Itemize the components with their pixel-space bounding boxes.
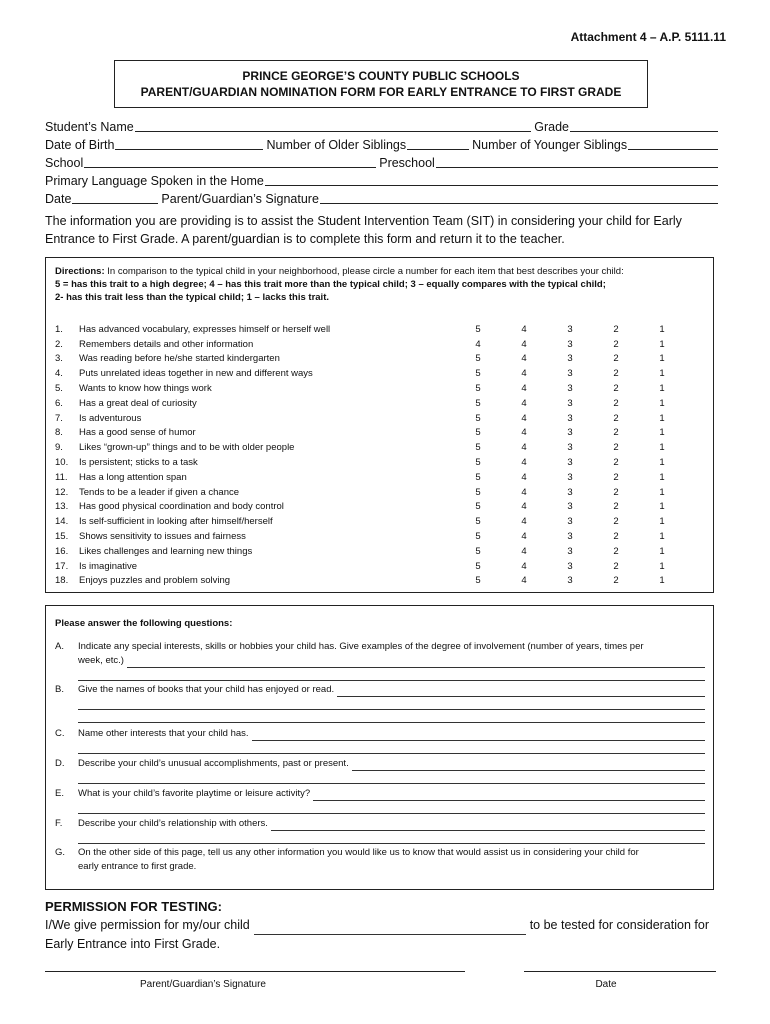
younger-siblings-field[interactable] [628, 138, 718, 150]
answer-line[interactable] [127, 658, 705, 668]
item-number: 10. [55, 457, 69, 469]
score-option[interactable]: 3 [567, 368, 573, 380]
score-option[interactable]: 2 [613, 412, 619, 424]
score-option[interactable]: 2 [613, 501, 619, 513]
rating-item-row [55, 500, 705, 515]
score-option[interactable]: 1 [659, 457, 665, 469]
item-number: 11. [55, 471, 68, 483]
scale-line-2: 2- has this trait less than the typical child; 1 – lacks this trait. [55, 292, 330, 303]
directions [55, 265, 705, 304]
score-option[interactable]: 5 [475, 412, 481, 424]
score-option[interactable]: 5 [475, 501, 481, 513]
question-text: On the other side of this page, tell us any other information you would like us to know that would assist us in considering your child for [78, 847, 639, 858]
score-option[interactable]: 2 [613, 471, 619, 483]
score-option[interactable]: 2 [613, 560, 619, 572]
score-option[interactable]: 5 [475, 457, 481, 469]
rating-section [45, 257, 714, 593]
score-option[interactable]: 1 [659, 560, 665, 572]
score-option[interactable]: 2 [613, 368, 619, 380]
item-text: Has advanced vocabulary, expresses himself or herself well [79, 323, 331, 335]
date-field[interactable] [72, 192, 158, 204]
question-letter: A. [55, 641, 64, 652]
answer-line[interactable] [352, 761, 705, 771]
rating-items [55, 322, 705, 588]
student-name-field[interactable] [135, 120, 532, 132]
grade-label: Grade [534, 120, 569, 134]
item-text: Wants to know how things work [79, 383, 212, 395]
score-option[interactable]: 2 [613, 457, 619, 469]
student-info-fields [45, 116, 721, 206]
permission-text-pre: I/We give permission for my/our child [45, 918, 250, 932]
score-option[interactable]: 2 [613, 353, 619, 365]
score-option[interactable]: 3 [567, 338, 573, 350]
permission-date-label: Date [595, 979, 617, 990]
score-option[interactable]: 5 [475, 516, 481, 528]
score-option[interactable]: 4 [521, 575, 527, 587]
older-siblings-label: Number of Older Siblings [266, 138, 407, 152]
directions-label: Directions: [55, 266, 105, 277]
item-text: Is self-sufficient in looking after himself/herself [79, 516, 273, 528]
score-option[interactable]: 1 [659, 545, 665, 557]
answer-line[interactable] [78, 710, 705, 723]
item-text: Was reading before he/she started kindergarten [79, 353, 280, 365]
question-text: Describe your child’s relationship with others. [78, 818, 268, 829]
score-option[interactable]: 4 [521, 531, 527, 543]
score-option[interactable]: 2 [613, 338, 619, 350]
score-option[interactable]: 3 [567, 412, 573, 424]
answer-line[interactable] [337, 687, 705, 697]
score-option[interactable]: 4 [521, 516, 527, 528]
score-option[interactable]: 2 [613, 383, 619, 395]
item-number: 18. [55, 575, 69, 587]
school-label: School [45, 156, 84, 170]
dob-field[interactable] [115, 138, 263, 150]
older-siblings-field[interactable] [407, 138, 469, 150]
score-option[interactable]: 3 [567, 427, 573, 439]
item-text: Likes challenges and learning new things [79, 545, 253, 557]
score-option[interactable]: 4 [521, 442, 527, 454]
answer-line[interactable] [313, 791, 705, 801]
rating-item-row [55, 455, 705, 470]
score-option[interactable]: 3 [567, 575, 573, 587]
score-option[interactable]: 5 [475, 442, 481, 454]
question-text: Give the names of books that your child has enjoyed or read. [78, 684, 335, 695]
score-option[interactable]: 4 [521, 412, 527, 424]
item-number: 15. [55, 531, 69, 543]
item-number: 14. [55, 516, 69, 528]
language-label: Primary Language Spoken in the Home [45, 174, 264, 188]
item-number: 6. [55, 397, 63, 409]
score-option[interactable]: 5 [475, 560, 481, 572]
rating-item-row [55, 470, 705, 485]
score-option[interactable]: 4 [521, 486, 527, 498]
directions-text: In comparison to the typical child in your neighborhood, please circle a number for each item that best describes your child: [104, 266, 624, 277]
answer-line[interactable] [78, 771, 705, 784]
questions-section [45, 605, 714, 890]
title-line-1: PRINCE GEORGE’S COUNTY PUBLIC SCHOOLS [242, 69, 520, 83]
score-option[interactable]: 4 [521, 383, 527, 395]
permission-signature-label: Parent/Guardian’s Signature [139, 979, 266, 990]
child-name-field[interactable] [254, 923, 526, 935]
score-option[interactable]: 3 [567, 323, 573, 335]
answer-line[interactable] [78, 831, 705, 844]
question-letter: F. [55, 818, 63, 829]
permission-section [45, 897, 721, 954]
score-option[interactable]: 5 [475, 486, 481, 498]
score-option[interactable]: 4 [521, 427, 527, 439]
rating-item-row [55, 381, 705, 396]
item-text: Is persistent; sticks to a task [79, 457, 198, 469]
score-option[interactable]: 1 [659, 383, 665, 395]
permission-line-2: Early Entrance into First Grade. [45, 937, 221, 951]
preschool-field[interactable] [436, 156, 718, 168]
question-text: Name other interests that your child has. [78, 728, 249, 739]
score-option[interactable]: 2 [613, 397, 619, 409]
score-option[interactable]: 1 [659, 501, 665, 513]
permission-text-post: to be tested for consideration for [529, 918, 709, 932]
score-option[interactable]: 4 [521, 501, 527, 513]
language-field[interactable] [265, 174, 718, 186]
score-option[interactable]: 5 [475, 531, 481, 543]
item-number: 9. [55, 442, 63, 454]
item-text: Shows sensitivity to issues and fairness [79, 531, 246, 543]
answer-line[interactable] [78, 741, 705, 754]
score-option[interactable]: 3 [567, 486, 573, 498]
score-option[interactable]: 4 [521, 560, 527, 572]
item-text: Has a long attention span [79, 471, 187, 483]
item-text: Has a good sense of humor [79, 427, 196, 439]
score-option[interactable]: 1 [659, 575, 665, 587]
score-option[interactable]: 1 [659, 442, 665, 454]
permission-signature-line[interactable] [45, 971, 465, 972]
score-option[interactable]: 2 [613, 323, 619, 335]
questions-header: Please answer the following questions: [55, 618, 233, 629]
item-number: 13. [55, 501, 69, 513]
score-option[interactable]: 1 [659, 531, 665, 543]
score-option[interactable]: 2 [613, 427, 619, 439]
item-text: Puts unrelated ideas together in new and different ways [79, 368, 313, 380]
signature-label: Parent/Guardian’s Signature [161, 192, 319, 206]
score-option[interactable]: 5 [475, 427, 481, 439]
title-line-2: PARENT/GUARDIAN NOMINATION FORM FOR EARLY ENTRANCE TO FIRST GRADE [140, 85, 622, 99]
item-text: Has a great deal of curiosity [79, 397, 197, 409]
rating-item-row [55, 574, 705, 589]
score-option[interactable]: 4 [521, 323, 527, 335]
school-field[interactable] [84, 156, 376, 168]
item-text: Is imaginative [79, 560, 138, 572]
rating-item-row [55, 337, 705, 352]
score-option[interactable]: 1 [659, 471, 665, 483]
score-option[interactable]: 4 [521, 471, 527, 483]
score-option[interactable]: 3 [567, 501, 573, 513]
score-option[interactable]: 4 [521, 545, 527, 557]
score-option[interactable]: 4 [521, 457, 527, 469]
preschool-label: Preschool [379, 156, 435, 170]
younger-siblings-label: Number of Younger Siblings [472, 138, 628, 152]
score-option[interactable]: 5 [475, 397, 481, 409]
question-letter: E. [55, 788, 64, 799]
rating-item-row [55, 514, 705, 529]
item-number: 4. [55, 368, 63, 380]
question-letter: B. [55, 684, 64, 695]
score-option[interactable]: 3 [567, 545, 573, 557]
item-number: 5. [55, 383, 63, 395]
score-option[interactable]: 4 [521, 353, 527, 365]
score-option[interactable]: 3 [567, 457, 573, 469]
score-option[interactable]: 3 [567, 353, 573, 365]
score-option[interactable]: 3 [567, 383, 573, 395]
score-option[interactable]: 1 [659, 368, 665, 380]
rating-item-row [55, 485, 705, 500]
rating-item-row [55, 440, 705, 455]
item-number: 12. [55, 486, 69, 498]
score-option[interactable]: 2 [613, 531, 619, 543]
answer-line[interactable] [271, 821, 705, 831]
answer-line[interactable] [78, 801, 705, 814]
score-option[interactable]: 5 [475, 471, 481, 483]
grade-field[interactable] [570, 120, 718, 132]
score-option[interactable]: 5 [475, 368, 481, 380]
permission-heading: PERMISSION FOR TESTING: [45, 899, 222, 914]
question-letter: G. [55, 847, 66, 858]
score-option[interactable]: 1 [659, 427, 665, 439]
item-number: 16. [55, 545, 69, 557]
score-option[interactable]: 4 [521, 397, 527, 409]
score-option[interactable]: 2 [613, 545, 619, 557]
question-letter: D. [55, 758, 65, 769]
item-number: 3. [55, 353, 63, 365]
score-option[interactable]: 2 [613, 486, 619, 498]
score-option[interactable]: 3 [567, 531, 573, 543]
form-title-box [114, 60, 648, 108]
question-text: What is your child’s favorite playtime or leisure activity? [78, 788, 311, 799]
score-option[interactable]: 4 [521, 368, 527, 380]
score-option[interactable]: 3 [567, 560, 573, 572]
date-label: Date [45, 192, 72, 206]
item-number: 2. [55, 338, 63, 350]
item-text: Has good physical coordination and body control [79, 501, 284, 513]
intro-paragraph: The information you are providing is to assist the Student Intervention Team (SIT) in considering your child for Early Entrance to First Grade. A parent/guardian is to complete this form and return it to the teacher. [45, 214, 682, 246]
signature-field[interactable] [320, 192, 718, 204]
rating-item-row [55, 396, 705, 411]
score-option[interactable]: 5 [475, 323, 481, 335]
attachment-label: Attachment 4 – A.P. 5111.11 [570, 30, 726, 44]
score-option[interactable]: 1 [659, 353, 665, 365]
question-cont: early entrance to first grade. [78, 861, 197, 872]
score-option[interactable]: 1 [659, 323, 665, 335]
score-option[interactable]: 2 [613, 516, 619, 528]
score-option[interactable]: 3 [567, 397, 573, 409]
score-option[interactable]: 5 [475, 545, 481, 557]
rating-item-row [55, 411, 705, 426]
score-option[interactable]: 5 [475, 575, 481, 587]
rating-item-row [55, 544, 705, 559]
score-option[interactable]: 3 [567, 471, 573, 483]
score-option[interactable]: 4 [521, 338, 527, 350]
score-option[interactable]: 2 [613, 442, 619, 454]
answer-line[interactable] [78, 668, 705, 681]
question-letter: C. [55, 728, 65, 739]
item-number: 1. [55, 323, 63, 335]
rating-item-row [55, 322, 705, 337]
score-option[interactable]: 3 [567, 442, 573, 454]
answer-line[interactable] [78, 697, 705, 710]
score-option[interactable]: 1 [659, 412, 665, 424]
question-cont: week, etc.) [78, 655, 124, 666]
question-text: Describe your child’s unusual accomplishments, past or present. [78, 758, 349, 769]
answer-line[interactable] [252, 731, 705, 741]
rating-item-row [55, 352, 705, 367]
score-option[interactable]: 3 [567, 516, 573, 528]
item-number: 8. [55, 427, 63, 439]
item-text: Is adventurous [79, 412, 142, 424]
item-text: Likes “grown-up” things and to be with older people [79, 442, 295, 454]
scale-line-1: 5 = has this trait to a high degree; 4 – has this trait more than the typical child; 3 – equally compares with the typical child; [55, 279, 606, 290]
score-option[interactable]: 1 [659, 486, 665, 498]
student-name-label: Student’s Name [45, 120, 134, 134]
score-option[interactable]: 4 [475, 338, 481, 350]
score-option[interactable]: 1 [659, 516, 665, 528]
item-text: Remembers details and other information [79, 338, 254, 350]
question-text: Indicate any special interests, skills or hobbies your child has. Give examples of the degree of involvement (number of years, times per [78, 641, 644, 652]
score-option[interactable]: 1 [659, 397, 665, 409]
item-number: 7. [55, 412, 63, 424]
score-option[interactable]: 1 [659, 338, 665, 350]
permission-date-line[interactable] [524, 971, 716, 972]
rating-item-row [55, 366, 705, 381]
rating-item-row [55, 559, 705, 574]
score-option[interactable]: 5 [475, 353, 481, 365]
rating-item-row [55, 529, 705, 544]
dob-label: Date of Birth [45, 138, 115, 152]
rating-item-row [55, 426, 705, 441]
item-number: 17. [55, 560, 69, 572]
item-text: Enjoys puzzles and problem solving [79, 575, 231, 587]
score-option[interactable]: 2 [613, 575, 619, 587]
score-option[interactable]: 5 [475, 383, 481, 395]
item-text: Tends to be a leader if given a chance [79, 486, 240, 498]
